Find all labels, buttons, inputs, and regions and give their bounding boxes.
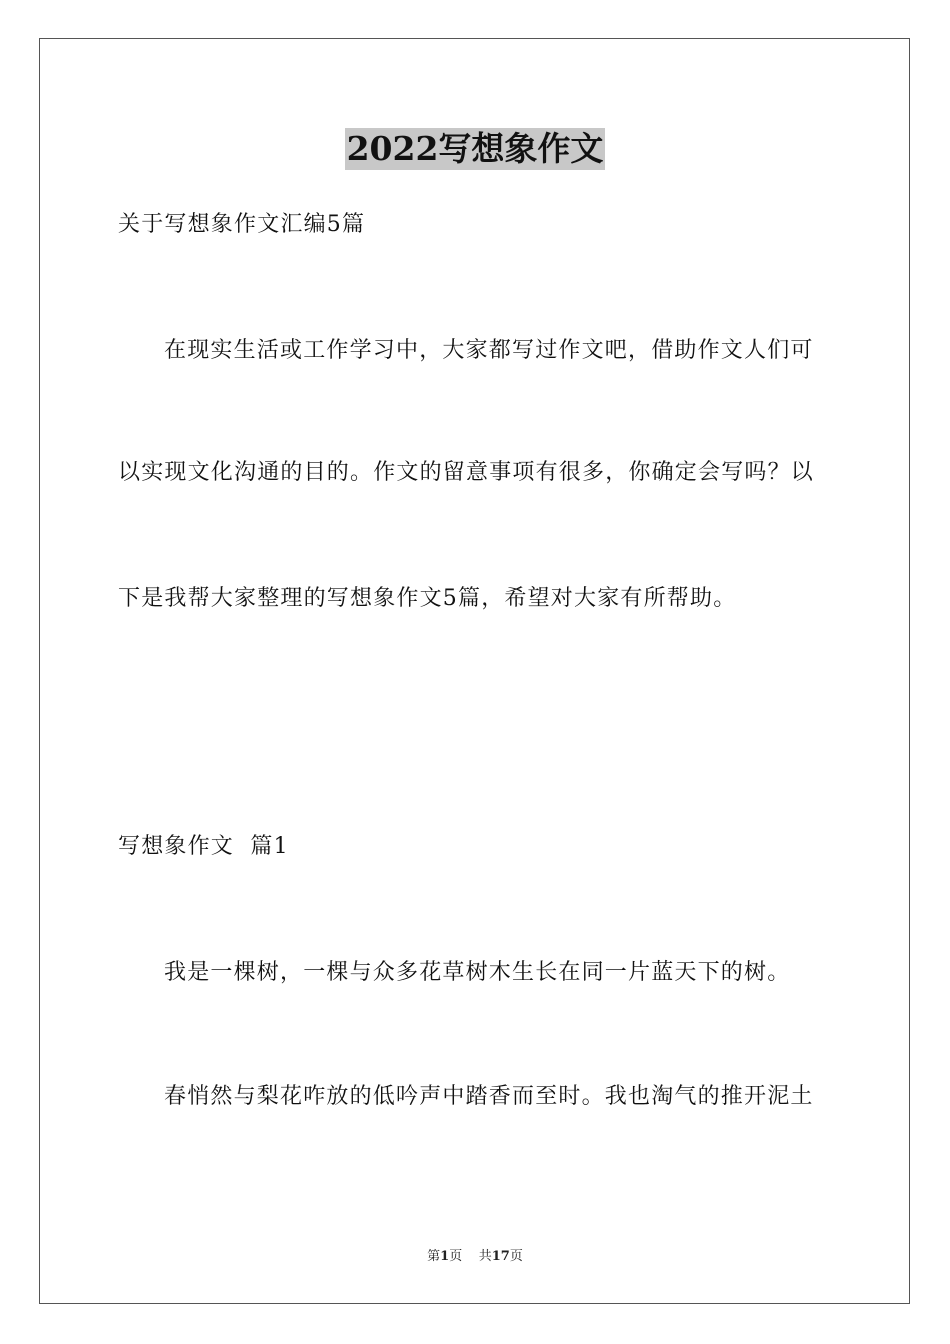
paragraph-1: 我是一棵树，一棵与众多花草树木生长在同一片蓝天下的树。 xyxy=(164,960,791,985)
page-footer xyxy=(0,1248,950,1266)
intro-line-3: 下是我帮大家整理的写想象作文5篇，希望对大家有所帮助。 xyxy=(118,586,737,611)
footer-total-prefix: 共 xyxy=(478,1249,492,1264)
footer-page-current: 1 xyxy=(440,1249,450,1264)
footer-page-unit: 页 xyxy=(449,1249,463,1264)
section-heading: 写想象作文 篇1 xyxy=(118,834,289,859)
document-subtitle: 关于写想象作文汇编5篇 xyxy=(118,212,366,237)
footer-page-total: 17 xyxy=(491,1249,510,1264)
footer-page-prefix: 第 xyxy=(427,1249,441,1264)
title-container xyxy=(0,128,950,170)
footer-total-unit: 页 xyxy=(509,1249,523,1264)
paragraph-2: 春悄然与梨花咋放的低吟声中踏香而至时。我也淘气的推开泥土 xyxy=(164,1084,814,1109)
intro-line-2: 以实现文化沟通的目的。作文的留意事项有很多，你确定会写吗？以 xyxy=(118,460,815,485)
document-title: 2022写想象作文 xyxy=(346,129,604,168)
intro-line-1: 在现实生活或工作学习中，大家都写过作文吧，借助作文人们可 xyxy=(164,338,814,363)
